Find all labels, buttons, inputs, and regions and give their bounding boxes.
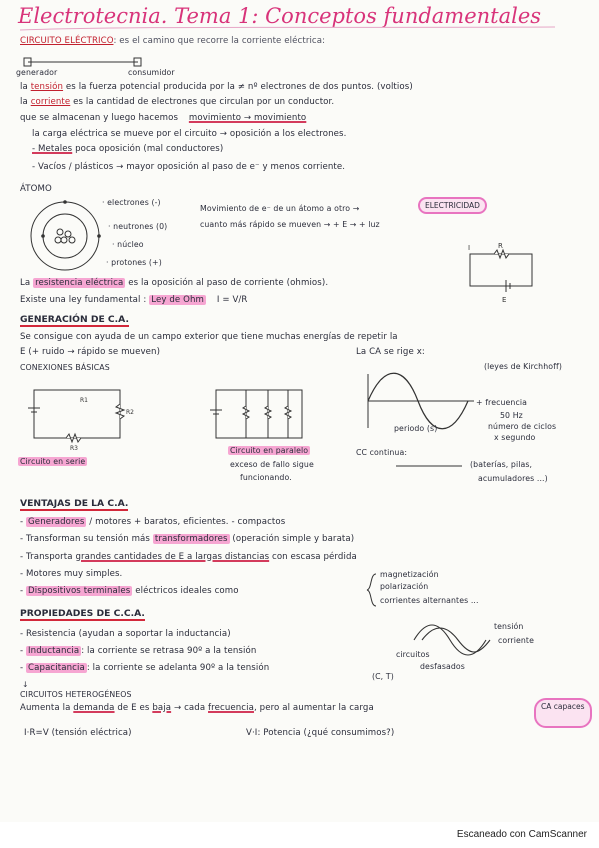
mov-line2: cuanto más rápido se mueven → + E → + luz <box>200 220 380 229</box>
serie-label: Circuito en serie <box>20 457 86 466</box>
ventajas-item2 <box>20 534 354 544</box>
resistencia-rest: es la oposición al paso de corriente (ohmios). <box>125 278 329 288</box>
svg-text:R3: R3 <box>70 445 78 452</box>
metales-line <box>32 144 223 154</box>
dc-line <box>396 464 466 470</box>
scanner-watermark: Escaneado con CamScanner <box>456 829 587 840</box>
ca-rige: La CA se rige x: <box>356 347 425 357</box>
atom-protones: · protones (+) <box>106 258 162 267</box>
aumenta-frecuencia: frecuencia <box>208 703 254 713</box>
ventajas-item3-rest: con escasa pérdida <box>269 552 357 562</box>
prop-capacitancia-word: Capacitancia <box>28 663 85 673</box>
aumenta-mid2: → cada <box>171 703 206 713</box>
ventajas-item5 <box>20 586 239 596</box>
circ-desf1: circuitos <box>396 650 430 659</box>
atom-electrones: · electrones (-) <box>102 198 161 207</box>
ventajas-heading: VENTAJAS DE LA C.A. <box>20 498 129 509</box>
prop-resistencia: - Resistencia (ayudan a soportar la inductancia) <box>20 629 231 639</box>
generacion-line2: E (+ ruido → rápido se mueven) <box>20 347 161 357</box>
svg-text:R: R <box>498 242 503 250</box>
prop-inductancia-rest: : la corriente se retrasa 90º a la tensión <box>81 646 257 656</box>
ventajas-item3-word: grandes cantidades de E a largas distancias <box>75 552 270 562</box>
ventajas-item5-dash: - <box>20 586 27 596</box>
aumenta-demanda: demanda <box>73 703 115 713</box>
irv-line: I·R=V (tensión eléctrica) <box>24 728 132 738</box>
arrow-down: ↓ <box>22 680 29 689</box>
metales-rest: poca oposición (mal conductores) <box>72 144 224 154</box>
ca-capaces-bubble: CA capaces <box>534 698 592 728</box>
ventajas-item3-pre: - Transporta <box>20 552 73 562</box>
ley-line <box>20 295 248 305</box>
atom-neutrones: · neutrones (0) <box>108 222 168 231</box>
ventajas-item2-word: transformadores <box>154 534 228 544</box>
aumenta-pre: Aumenta la <box>20 703 71 713</box>
propiedades-heading: PROPIEDADES DE C.C.A. <box>20 608 145 619</box>
paralelo-note2: funcionando. <box>240 473 292 482</box>
aumenta-end: , pero al aumentar la carga <box>253 703 374 713</box>
ventajas-item5-word: Dispositivos terminales <box>28 586 131 596</box>
ventajas-item4: - Motores muy simples. <box>20 569 123 579</box>
atom-nucleo: · núcleo <box>112 240 144 249</box>
ley-ohm: Ley de Ohm <box>151 295 205 305</box>
prop-capacitancia-rest: : la corriente se adelanta 90º a la tensión <box>86 663 270 673</box>
label-generador: generador <box>16 68 58 77</box>
svg-text:R2: R2 <box>126 409 134 416</box>
ohm-circuit-diagram <box>462 244 542 304</box>
conexiones-basicas: CONEXIONES BÁSICAS <box>20 363 110 372</box>
scanner-footer <box>0 822 599 848</box>
serie-label-wrap <box>18 457 87 466</box>
resistencia-line <box>20 278 328 288</box>
svg-text:I: I <box>468 244 471 252</box>
resistencia-word: resistencia eléctrica <box>35 278 124 288</box>
brace <box>366 572 378 608</box>
corriente-prefix: la <box>20 97 31 107</box>
almacenan-line <box>20 113 306 123</box>
almacenan-text: que se almacenan y luego hacemos <box>20 113 179 123</box>
ventajas-item2-rest: (operación simple y barata) <box>229 534 355 544</box>
circuito-heading: CIRCUITO ELÉCTRICO <box>20 36 114 46</box>
ventajas-item1-dash: - <box>20 517 27 527</box>
generacion-line1: Se consigue con ayuda de un campo exterior que tiene muchas energías de repetir la <box>20 332 398 342</box>
tension-word: tensión <box>30 82 64 92</box>
corriente-word: corriente <box>30 97 71 107</box>
brace-item1: magnetización <box>380 570 439 579</box>
ciclos-label: número de ciclos <box>488 422 557 431</box>
paralelo-label-wrap <box>228 446 310 455</box>
circ-desf2: desfasados <box>420 662 465 671</box>
movimiento-text: movimiento → movimiento <box>188 113 307 123</box>
leyes-kirchhoff: (leyes de Kirchhoff) <box>484 362 562 371</box>
prop-capacitancia-dash: - <box>20 663 27 673</box>
wave-corriente-label: corriente <box>498 636 534 645</box>
prop-inductancia-word: Inductancia <box>28 646 80 656</box>
baterias-line1: (baterías, pilas, <box>470 460 533 469</box>
label-consumidor: consumidor <box>128 68 175 77</box>
atomo-heading: ÁTOMO <box>20 184 52 194</box>
title-underline <box>0 0 599 40</box>
svg-text:E: E <box>502 296 507 304</box>
vacios-line: - Vacíos / plásticos → mayor oposición al paso de e⁻ y menos corriente. <box>32 162 346 172</box>
parallel-circuit-diagram <box>206 382 316 452</box>
vi-line: V·I: Potencia (¿qué consumimos?) <box>246 728 395 738</box>
periodo-label: periodo (s) <box>394 424 438 433</box>
corriente-rest: es la cantidad de electrones que circulan por un conductor. <box>70 97 335 107</box>
continua-label: CC continua: <box>356 448 408 457</box>
circ-ct: (C, T) <box>372 672 394 681</box>
ventajas-item2-pre: - Transforman su tensión más <box>20 534 150 544</box>
frecuencia-label: + frecuencia <box>476 398 527 407</box>
mov1-text: Movimiento de e⁻ de un átomo a otro → <box>200 204 360 213</box>
tension-rest: es la fuerza potencial producida por la ≠ nº electrones de dos puntos. (voltios) <box>63 82 413 92</box>
circuito-line <box>20 36 325 46</box>
svg-text:R1: R1 <box>80 397 88 404</box>
ohm-formula: I = V/R <box>216 295 248 305</box>
prop-capacitancia <box>20 663 269 673</box>
paralelo-note1: exceso de fallo sigue <box>230 460 314 469</box>
ventajas-item1 <box>20 517 285 527</box>
resistencia-prefix: La <box>20 278 34 288</box>
tension-line <box>20 82 413 92</box>
electricidad-bubble: ELECTRICIDAD <box>418 197 487 214</box>
circuito-definition: : es el camino que recorre la corriente eléctrica: <box>113 36 326 46</box>
series-circuit-diagram <box>20 380 160 450</box>
generacion-heading: GENERACIÓN DE C.A. <box>20 314 129 325</box>
page-title: Electrotecnia. Tema 1: Conceptos fundamentales <box>18 4 542 28</box>
hz-label: 50 Hz <box>500 411 523 420</box>
mov-line1 <box>200 204 359 213</box>
prop-inductancia <box>20 646 256 656</box>
tension-prefix: la <box>20 82 31 92</box>
ventajas-item1-rest: / motores + baratos, eficientes. - compactos <box>86 517 286 527</box>
brace-item3: corrientes alternantes ... <box>380 596 479 605</box>
baterias-line2: acumuladores ...) <box>478 474 548 483</box>
heterogeneos-label: CIRCUITOS HETEROGÉNEOS <box>20 690 132 699</box>
ventajas-item1-word: Generadores <box>28 517 85 527</box>
ventajas-item3 <box>20 552 357 562</box>
metales-word: - Metales <box>32 144 73 154</box>
brace-item2: polarización <box>380 582 429 591</box>
ventajas-item5-rest: eléctricos ideales como <box>132 586 239 596</box>
prop-inductancia-dash: - <box>20 646 27 656</box>
paralelo-label: Circuito en paralelo <box>230 446 309 455</box>
corriente-line <box>20 97 334 107</box>
aumenta-line <box>20 703 374 713</box>
aumenta-baja: baja <box>152 703 172 713</box>
carga-line: la carga eléctrica se mueve por el circuito → oposición a los electrones. <box>32 129 347 139</box>
segundo-label: x segundo <box>494 433 536 442</box>
wave-tension-label: tensión <box>494 622 524 631</box>
ley-prefix: Existe una ley fundamental : <box>20 295 147 305</box>
aumenta-mid: de E es <box>114 703 150 713</box>
